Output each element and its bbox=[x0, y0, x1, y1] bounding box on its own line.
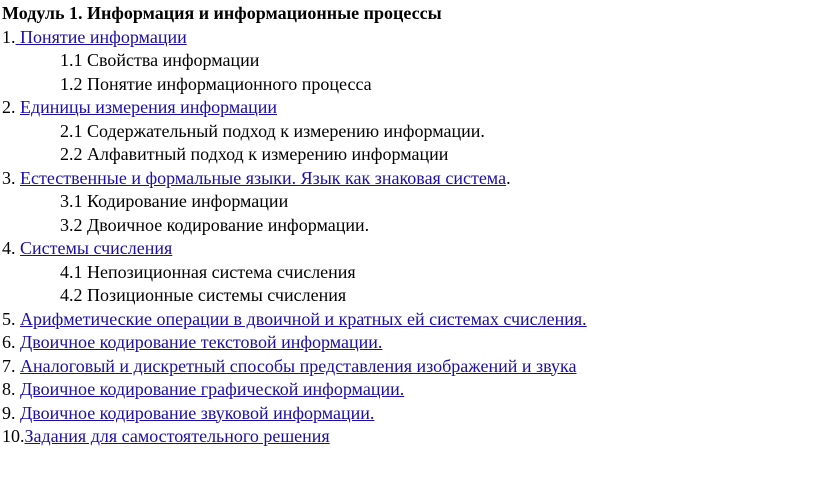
toc-subitem-1-1: 1.1 Свойства информации bbox=[60, 50, 260, 70]
toc-item-9 bbox=[2, 402, 814, 426]
toc-item-2 bbox=[2, 96, 814, 120]
toc-subitem-2-2: 2.2 Алфавитный подход к измерению информации bbox=[60, 144, 449, 164]
toc-subitem-4-2: 4.2 Позиционные системы счисления bbox=[60, 285, 347, 305]
toc-number: 8. bbox=[2, 379, 20, 399]
toc-item-3 bbox=[2, 167, 814, 191]
toc-item-5 bbox=[2, 308, 814, 332]
toc-number: 7. bbox=[2, 355, 20, 376]
toc-number: 5. bbox=[2, 308, 20, 329]
toc-link-1[interactable]: Понятие информации bbox=[15, 26, 187, 47]
toc-number: 9. bbox=[2, 402, 20, 423]
toc-link-4[interactable]: Системы счисления bbox=[20, 238, 173, 258]
toc-item-10 bbox=[2, 425, 814, 449]
toc-subitem-2-1: 2.1 Содержательный подход к измерению информации. bbox=[60, 120, 485, 141]
toc-number: 1. bbox=[2, 26, 16, 47]
toc-item-7 bbox=[2, 355, 814, 379]
toc-link-6[interactable]: Двоичное кодирование текстовой информации. bbox=[20, 332, 383, 352]
toc-link-8[interactable]: Двоичное кодирование графической информации. bbox=[20, 379, 405, 399]
toc-link-3[interactable]: Естественные и формальные языки. Язык как знаковая система bbox=[20, 167, 507, 188]
toc-number: 3. bbox=[2, 167, 20, 188]
toc-subitem-4-1: 4.1 Непозиционная система счисления bbox=[60, 261, 356, 282]
toc-subitem-1-2: 1.2 Понятие информационного процесса bbox=[60, 73, 372, 94]
toc-subitem-3-2: 3.2 Двоичное кодирование информации. bbox=[60, 214, 370, 235]
toc-item-8 bbox=[2, 378, 814, 402]
toc-item-6 bbox=[2, 331, 814, 355]
module-title: Модуль 1. Информация и информационные процессы bbox=[2, 3, 442, 23]
document-page bbox=[2, 2, 814, 449]
toc-item-4 bbox=[2, 237, 814, 261]
toc-suffix: . bbox=[506, 167, 511, 188]
toc-link-5[interactable]: Арифметические операции в двоичной и кратных ей системах счисления. bbox=[20, 308, 587, 329]
toc-link-2[interactable]: Единицы измерения информации bbox=[20, 97, 277, 117]
toc-link-9[interactable]: Двоичное кодирование звуковой информации. bbox=[20, 402, 375, 423]
toc-number: 4. bbox=[2, 238, 20, 258]
toc-number: 10. bbox=[2, 426, 25, 446]
toc-link-7[interactable]: Аналоговый и дискретный способы представления изображений и звука bbox=[20, 355, 577, 376]
toc-link-10[interactable]: Задания для самостоятельного решения bbox=[24, 426, 330, 446]
toc-subitem-3-1: 3.1 Кодирование информации bbox=[60, 191, 289, 211]
toc-item-1 bbox=[2, 26, 814, 50]
toc-number: 6. bbox=[2, 332, 20, 352]
toc-number: 2. bbox=[2, 97, 20, 117]
